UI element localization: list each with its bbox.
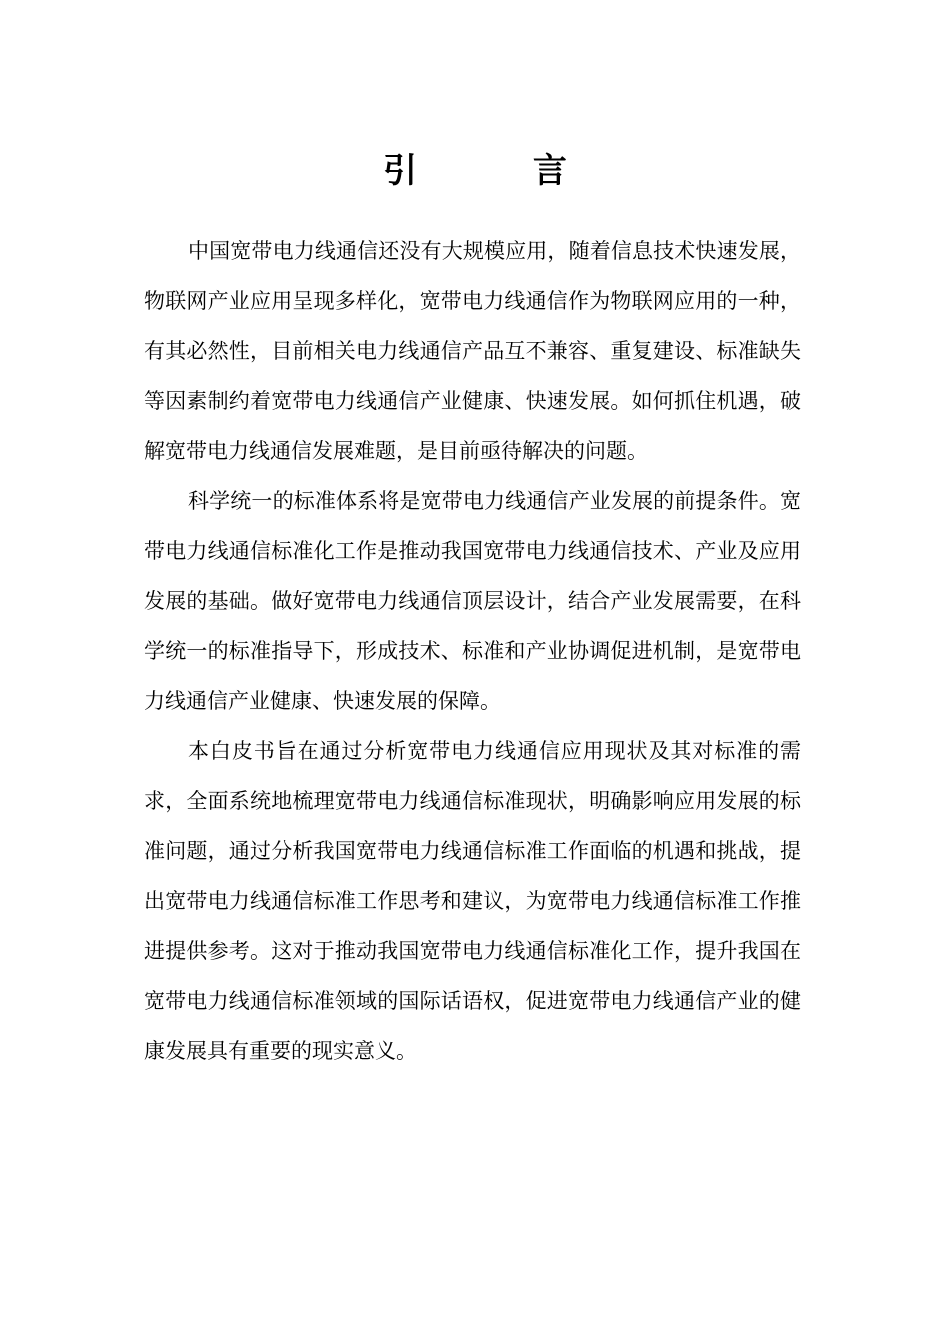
page-title: 引 言 <box>383 151 619 191</box>
paragraph-2: 科学统一的标准体系将是宽带电力线通信产业发展的前提条件。宽带电力线通信标准化工作是推动我国宽带电力线通信技术、产业及应用发展的基础。做好宽带电力线通信顶层设计，结合产业发展需要，在科学统一的标准指导下，形成技术、标准和产业协调促进机制，是宽带电力线通信产业健康、快速发展的保障。 <box>144 489 801 713</box>
paragraph-3: 本白皮书旨在通过分析宽带电力线通信应用现状及其对标准的需求，全面系统地梳理宽带电力线通信标准现状，明确影响应用发展的标准问题，通过分析我国宽带电力线通信标准工作面临的机遇和挑战，提出宽带电力线通信标准工作思考和建议，为宽带电力线通信标准工作推进提供参考。这对于推动我国宽带电力线通信标准化工作，提升我国在宽带电力线通信标准领域的国际话语权，促进宽带电力线通信产业的健康发展具有重要的现实意义。 <box>144 739 801 1063</box>
paragraph-1: 中国宽带电力线通信还没有大规模应用，随着信息技术快速发展，物联网产业应用呈现多样化，宽带电力线通信作为物联网应用的一种，有其必然性，目前相关电力线通信产品互不兼容、重复建设、标准缺失等因素制约着宽带电力线通信产业健康、快速发展。如何抓住机遇，破解宽带电力线通信发展难题，是目前亟待解决的问题。 <box>144 239 801 463</box>
body-text <box>144 226 801 1076</box>
